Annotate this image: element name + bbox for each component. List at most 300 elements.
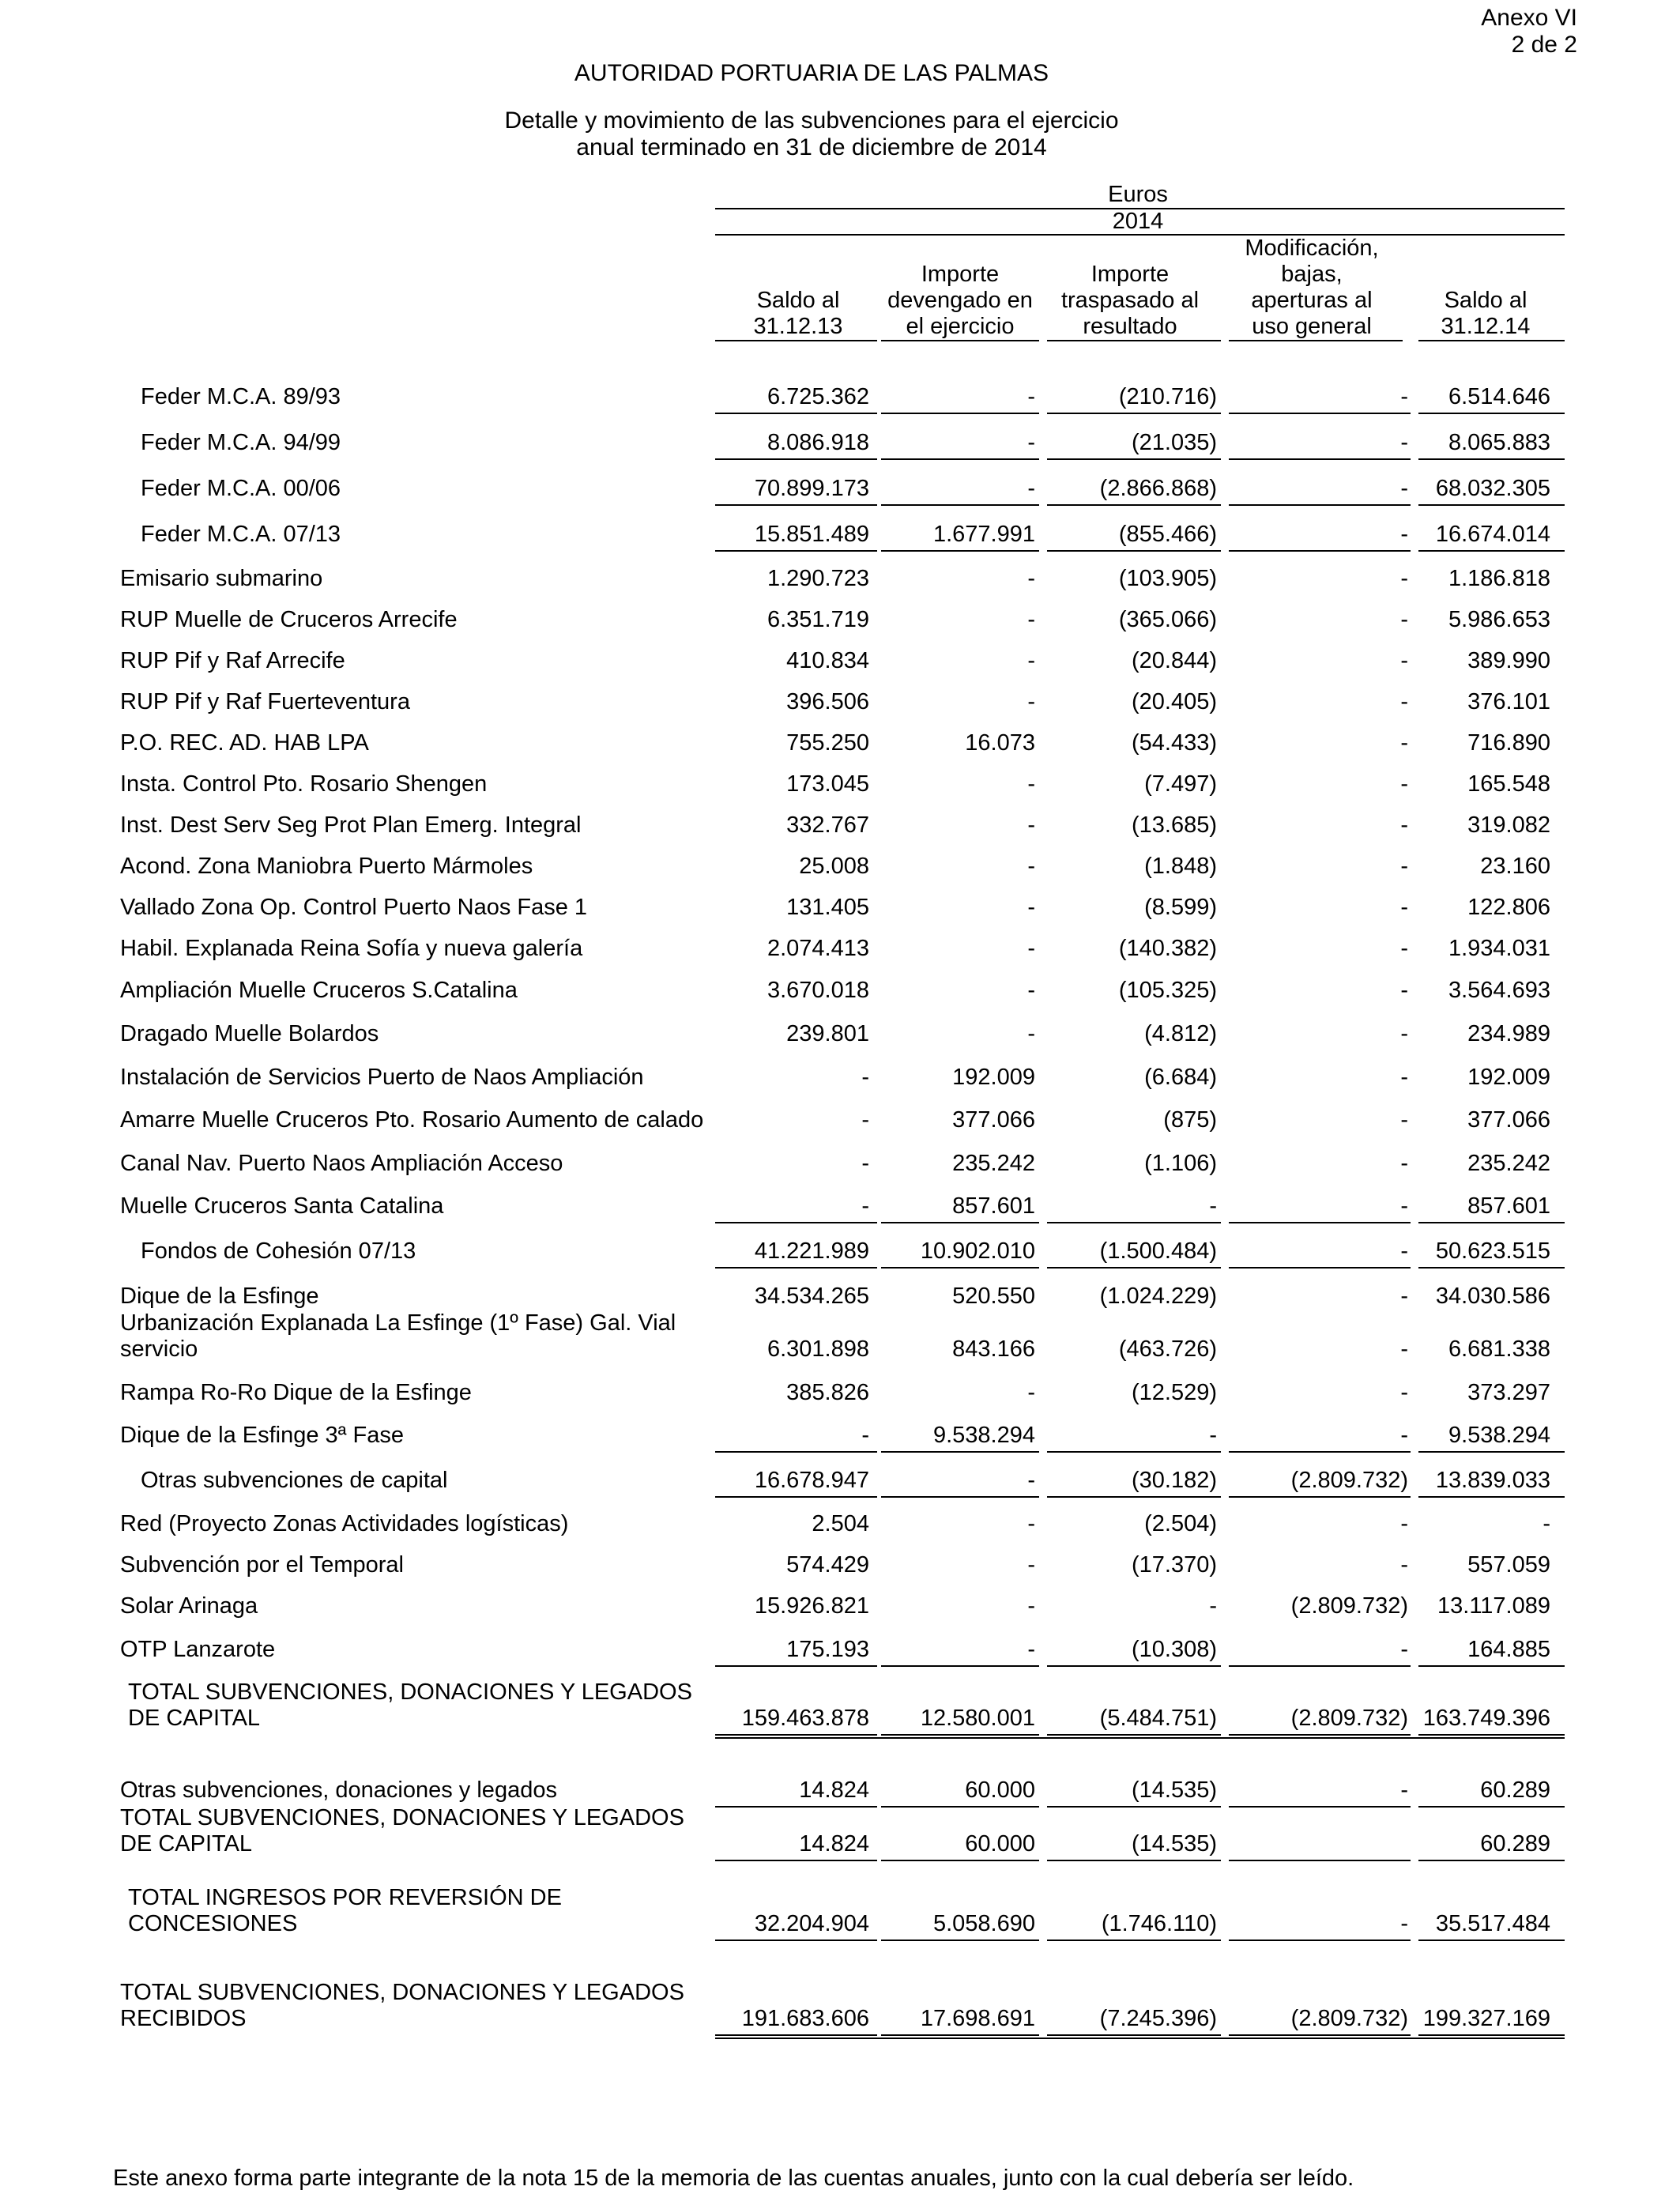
header-underline-5 xyxy=(1418,340,1565,341)
row-value-col-3: (54.433) xyxy=(1131,730,1217,756)
row-value-col-2: - xyxy=(1027,607,1035,632)
row-value-col-2: 857.601 xyxy=(952,1193,1035,1219)
total-rule xyxy=(715,458,877,460)
row-value-col-3: (105.325) xyxy=(1118,978,1217,1003)
row-value-col-4: - xyxy=(1400,1151,1408,1176)
row-value-col-2: - xyxy=(1027,895,1035,920)
row-value-col-2: 12.580.001 xyxy=(920,1706,1035,1731)
row-label: Feder M.C.A. 07/13 xyxy=(141,522,341,547)
row-value-col-3: (17.370) xyxy=(1131,1552,1217,1578)
row-value-col-5: 1.934.031 xyxy=(1448,936,1550,961)
row-value-col-2: - xyxy=(1027,812,1035,838)
total-rule xyxy=(1229,1451,1411,1453)
row-label: TOTAL SUBVENCIONES, DONACIONES Y LEGADOS RECIBIDOS xyxy=(120,1980,684,2031)
row-value-col-4: (2.809.732) xyxy=(1290,1706,1408,1731)
row-value-col-1: - xyxy=(861,1193,869,1219)
column-header-saldo-2014: Saldo al 31.12.14 xyxy=(1441,288,1531,339)
row-value-col-4: - xyxy=(1400,812,1408,838)
row-value-col-1: 173.045 xyxy=(786,771,869,797)
row-value-col-4: - xyxy=(1400,730,1408,756)
row-value-col-5: 192.009 xyxy=(1467,1065,1550,1090)
row-value-col-3: (21.035) xyxy=(1131,430,1217,455)
row-value-col-1: 8.086.918 xyxy=(767,430,869,455)
total-rule xyxy=(1418,1734,1565,1736)
row-value-col-4: - xyxy=(1400,1336,1408,1362)
row-value-col-4: - xyxy=(1400,1911,1408,1936)
row-value-col-3: (2.504) xyxy=(1144,1511,1217,1536)
row-value-col-1: 41.221.989 xyxy=(754,1238,869,1264)
row-value-col-4: - xyxy=(1400,522,1408,547)
row-value-col-1: 32.204.904 xyxy=(754,1911,869,1936)
row-value-col-3: (14.535) xyxy=(1131,1831,1217,1857)
row-value-col-4: - xyxy=(1400,566,1408,591)
row-label: P.O. REC. AD. HAB LPA xyxy=(120,730,369,756)
row-label: Fondos de Cohesión 07/13 xyxy=(141,1238,416,1264)
row-value-col-1: 15.926.821 xyxy=(754,1593,869,1619)
row-value-col-5: 60.289 xyxy=(1480,1831,1550,1857)
row-value-col-3: (6.684) xyxy=(1144,1065,1217,1090)
row-value-col-4: - xyxy=(1400,1065,1408,1090)
row-value-col-5: 163.749.396 xyxy=(1422,1706,1550,1731)
row-value-col-3: (1.024.229) xyxy=(1099,1284,1217,1309)
row-value-col-3: (12.529) xyxy=(1131,1380,1217,1405)
row-value-col-1: 191.683.606 xyxy=(741,2006,869,2031)
row-value-col-3: - xyxy=(1209,1193,1217,1219)
row-value-col-2: - xyxy=(1027,1380,1035,1405)
total-rule xyxy=(1229,504,1411,506)
row-value-col-5: 389.990 xyxy=(1467,648,1550,673)
total-rule xyxy=(715,1496,877,1498)
total-rule xyxy=(1229,2034,1411,2036)
total-rule xyxy=(715,1860,877,1861)
row-label: Rampa Ro-Ro Dique de la Esfinge xyxy=(120,1380,472,1405)
row-label: Inst. Dest Serv Seg Prot Plan Emerg. Integral xyxy=(120,812,582,838)
row-value-col-2: - xyxy=(1027,978,1035,1003)
total-rule xyxy=(715,504,877,506)
row-value-col-2: 520.550 xyxy=(952,1284,1035,1309)
row-value-col-3: (4.812) xyxy=(1144,1021,1217,1046)
row-value-col-3: (14.535) xyxy=(1131,1777,1217,1803)
total-rule xyxy=(1047,1222,1221,1223)
row-value-col-3: (2.866.868) xyxy=(1099,476,1217,501)
total-rule xyxy=(881,458,1039,460)
row-label: Dique de la Esfinge xyxy=(120,1284,319,1309)
total-rule xyxy=(1418,1665,1565,1667)
row-label: Solar Arinaga xyxy=(120,1593,258,1619)
row-value-col-4: - xyxy=(1400,1637,1408,1662)
total-rule xyxy=(1229,550,1411,552)
row-label: Insta. Control Pto. Rosario Shengen xyxy=(120,771,488,797)
row-value-col-4: (2.809.732) xyxy=(1290,1593,1408,1619)
row-value-col-2: - xyxy=(1027,1021,1035,1046)
total-rule xyxy=(1418,1496,1565,1498)
row-value-col-2: - xyxy=(1027,430,1035,455)
row-value-col-1: 6.351.719 xyxy=(767,607,869,632)
row-value-col-3: (875) xyxy=(1163,1107,1217,1133)
row-value-col-4: - xyxy=(1400,1423,1408,1448)
row-value-col-2: - xyxy=(1027,1468,1035,1493)
row-value-col-4: - xyxy=(1400,1552,1408,1578)
total-rule xyxy=(1418,1267,1565,1269)
total-rule xyxy=(1418,1222,1565,1223)
row-value-col-2: 1.677.991 xyxy=(932,522,1035,547)
row-value-col-2: - xyxy=(1027,854,1035,879)
row-value-col-4: - xyxy=(1400,1193,1408,1219)
row-label: RUP Muelle de Cruceros Arrecife xyxy=(120,607,458,632)
row-value-col-2: 192.009 xyxy=(952,1065,1035,1090)
row-value-col-4: - xyxy=(1400,895,1408,920)
total-rule-double xyxy=(715,2038,1565,2039)
row-value-col-3: (1.106) xyxy=(1144,1151,1217,1176)
row-value-col-1: 332.767 xyxy=(786,812,869,838)
row-value-col-5: 68.032.305 xyxy=(1435,476,1550,501)
row-value-col-1: 175.193 xyxy=(786,1637,869,1662)
total-rule xyxy=(881,1734,1039,1736)
row-value-col-2: - xyxy=(1027,648,1035,673)
total-rule xyxy=(715,1665,877,1667)
row-value-col-2: - xyxy=(1027,936,1035,961)
row-value-col-5: 377.066 xyxy=(1467,1107,1550,1133)
column-header-saldo-2013: Saldo al 31.12.13 xyxy=(753,288,843,339)
row-value-col-2: 235.242 xyxy=(952,1151,1035,1176)
row-label: Emisario submarino xyxy=(120,566,323,591)
row-value-col-5: 319.082 xyxy=(1467,812,1550,838)
total-rule xyxy=(1047,1451,1221,1453)
total-rule xyxy=(881,1267,1039,1269)
row-value-col-4: - xyxy=(1400,476,1408,501)
row-value-col-2: - xyxy=(1027,566,1035,591)
row-value-col-4: - xyxy=(1400,607,1408,632)
row-value-col-5: 5.986.653 xyxy=(1448,607,1550,632)
total-rule xyxy=(1229,1940,1411,1941)
row-value-col-2: - xyxy=(1027,384,1035,409)
total-rule xyxy=(1229,1860,1411,1861)
row-value-col-4: - xyxy=(1400,1107,1408,1133)
total-rule xyxy=(1229,1267,1411,1269)
total-rule xyxy=(1229,1665,1411,1667)
row-value-col-4: - xyxy=(1400,1777,1408,1803)
row-value-col-5: 16.674.014 xyxy=(1435,522,1550,547)
total-rule xyxy=(881,1222,1039,1223)
row-label: Otras subvenciones de capital xyxy=(141,1468,448,1493)
total-rule xyxy=(881,1860,1039,1861)
column-header-traspasado: Importe traspasado al resultado xyxy=(1060,262,1200,339)
row-label: Ampliación Muelle Cruceros S.Catalina xyxy=(120,978,518,1003)
total-rule xyxy=(1047,1665,1221,1667)
row-value-col-3: (140.382) xyxy=(1118,936,1217,961)
row-value-col-2: 9.538.294 xyxy=(932,1423,1035,1448)
total-rule xyxy=(1047,1806,1221,1808)
row-value-col-5: 857.601 xyxy=(1467,1193,1550,1219)
total-rule xyxy=(1047,1860,1221,1861)
row-value-col-5: 50.623.515 xyxy=(1435,1238,1550,1264)
row-value-col-4: - xyxy=(1400,1511,1408,1536)
row-value-col-5: 23.160 xyxy=(1480,854,1550,879)
document-subtitle-line-2: anual terminado en 31 de diciembre de 2014 xyxy=(576,134,1047,160)
row-label: Muelle Cruceros Santa Catalina xyxy=(120,1193,444,1219)
row-value-col-4: - xyxy=(1400,689,1408,714)
row-value-col-1: 14.824 xyxy=(799,1831,869,1857)
row-value-col-5: 1.186.818 xyxy=(1448,566,1550,591)
row-value-col-4: - xyxy=(1400,771,1408,797)
row-value-col-4: - xyxy=(1400,978,1408,1003)
row-value-col-5: 122.806 xyxy=(1467,895,1550,920)
row-value-col-1: - xyxy=(861,1151,869,1176)
total-rule xyxy=(1418,550,1565,552)
total-rule xyxy=(715,1940,877,1941)
row-value-col-2: 10.902.010 xyxy=(920,1238,1035,1264)
row-value-col-1: 14.824 xyxy=(799,1777,869,1803)
currency-header: Euros xyxy=(1108,182,1168,207)
row-value-col-3: (20.405) xyxy=(1131,689,1217,714)
row-label: Habil. Explanada Reina Sofía y nueva galería xyxy=(120,936,583,961)
total-rule xyxy=(715,550,877,552)
column-header-modificacion: Modificación, bajas, aperturas al uso general xyxy=(1245,236,1379,339)
row-value-col-3: (20.844) xyxy=(1131,648,1217,673)
row-value-col-5: 234.989 xyxy=(1467,1021,1550,1046)
row-label: Subvención por el Temporal xyxy=(120,1552,404,1578)
row-value-col-4: - xyxy=(1400,430,1408,455)
row-value-col-4: - xyxy=(1400,936,1408,961)
row-value-col-4: - xyxy=(1400,1380,1408,1405)
row-value-col-3: (5.484.751) xyxy=(1099,1706,1217,1731)
row-value-col-3: (8.599) xyxy=(1144,895,1217,920)
row-label: TOTAL INGRESOS POR REVERSIÓN DE CONCESIONES xyxy=(128,1885,562,1936)
row-value-col-5: 199.327.169 xyxy=(1422,2006,1550,2031)
row-label: OTP Lanzarote xyxy=(120,1637,276,1662)
total-rule xyxy=(881,504,1039,506)
row-value-col-2: 5.058.690 xyxy=(932,1911,1035,1936)
row-label: Instalación de Servicios Puerto de Naos Ampliación xyxy=(120,1065,644,1090)
year-header: 2014 xyxy=(1112,209,1164,234)
total-rule xyxy=(1047,550,1221,552)
row-label: Canal Nav. Puerto Naos Ampliación Acceso xyxy=(120,1151,563,1176)
total-rule xyxy=(1418,458,1565,460)
total-rule xyxy=(1229,1806,1411,1808)
total-rule xyxy=(1229,1496,1411,1498)
row-value-col-1: 6.725.362 xyxy=(767,384,869,409)
row-value-col-3: (855.466) xyxy=(1118,522,1217,547)
row-label: Acond. Zona Maniobra Puerto Mármoles xyxy=(120,854,533,879)
annex-page: 2 de 2 xyxy=(1511,32,1577,58)
row-label: Otras subvenciones, donaciones y legados xyxy=(120,1777,557,1803)
row-value-col-2: - xyxy=(1027,1593,1035,1619)
total-rule xyxy=(1229,458,1411,460)
row-value-col-1: 70.899.173 xyxy=(754,476,869,501)
total-rule xyxy=(1047,1267,1221,1269)
total-rule xyxy=(1047,1496,1221,1498)
total-rule-double xyxy=(715,1737,1565,1739)
row-label: TOTAL SUBVENCIONES, DONACIONES Y LEGADOS DE CAPITAL xyxy=(120,1805,684,1857)
total-rule xyxy=(881,1496,1039,1498)
total-rule xyxy=(1418,1940,1565,1941)
total-rule xyxy=(881,550,1039,552)
total-rule xyxy=(881,1940,1039,1941)
row-value-col-3: (7.245.396) xyxy=(1099,2006,1217,2031)
total-rule xyxy=(715,1451,877,1453)
row-label: Feder M.C.A. 89/93 xyxy=(141,384,341,409)
row-value-col-1: 131.405 xyxy=(786,895,869,920)
annex-label xyxy=(1481,5,1577,58)
row-value-col-1: 159.463.878 xyxy=(741,1706,869,1731)
row-value-col-1: 410.834 xyxy=(786,648,869,673)
total-rule xyxy=(1229,1222,1411,1223)
total-rule xyxy=(1047,458,1221,460)
annex-number: Anexo VI xyxy=(1481,5,1577,31)
row-value-col-4: - xyxy=(1400,854,1408,879)
row-value-col-5: 6.681.338 xyxy=(1448,1336,1550,1362)
row-value-col-1: 2.074.413 xyxy=(767,936,869,961)
row-value-col-3: (365.066) xyxy=(1118,607,1217,632)
row-label: TOTAL SUBVENCIONES, DONACIONES Y LEGADOS DE CAPITAL xyxy=(128,1679,692,1731)
row-label: Red (Proyecto Zonas Actividades logísticas) xyxy=(120,1511,569,1536)
row-label: RUP Pif y Raf Arrecife xyxy=(120,648,345,673)
row-value-col-3: (1.848) xyxy=(1144,854,1217,879)
row-value-col-2: 843.166 xyxy=(952,1336,1035,1362)
total-rule xyxy=(1047,413,1221,414)
header-underline-1 xyxy=(715,340,877,341)
row-value-col-4: - xyxy=(1400,1284,1408,1309)
row-value-col-2: 17.698.691 xyxy=(920,2006,1035,2031)
row-value-col-2: - xyxy=(1027,1637,1035,1662)
total-rule xyxy=(1418,2034,1565,2036)
row-value-col-3: (1.500.484) xyxy=(1099,1238,1217,1264)
row-value-col-1: 396.506 xyxy=(786,689,869,714)
header-underline-3 xyxy=(1047,340,1221,341)
total-rule xyxy=(1418,1806,1565,1808)
row-value-col-2: 16.073 xyxy=(965,730,1035,756)
row-value-col-1: 15.851.489 xyxy=(754,522,869,547)
row-value-col-2: - xyxy=(1027,1552,1035,1578)
total-rule xyxy=(881,1806,1039,1808)
row-label: RUP Pif y Raf Fuerteventura xyxy=(120,689,410,714)
row-value-col-4: (2.809.732) xyxy=(1290,2006,1408,2031)
row-value-col-1: 239.801 xyxy=(786,1021,869,1046)
row-value-col-5: 235.242 xyxy=(1467,1151,1550,1176)
row-value-col-5: 35.517.484 xyxy=(1435,1911,1550,1936)
total-rule xyxy=(881,413,1039,414)
row-value-col-5: 8.065.883 xyxy=(1448,430,1550,455)
row-value-col-5: 557.059 xyxy=(1467,1552,1550,1578)
row-value-col-2: - xyxy=(1027,689,1035,714)
row-label: Feder M.C.A. 94/99 xyxy=(141,430,341,455)
footer-note: Este anexo forma parte integrante de la nota 15 de la memoria de las cuentas anuales, junto con la cual debería ser leído. xyxy=(113,2166,1354,2191)
total-rule xyxy=(1047,1734,1221,1736)
total-rule xyxy=(1418,413,1565,414)
row-value-col-5: - xyxy=(1543,1511,1550,1536)
total-rule xyxy=(715,1222,877,1223)
row-value-col-5: 3.564.693 xyxy=(1448,978,1550,1003)
document-subtitle-line-1: Detalle y movimiento de las subvenciones para el ejercicio xyxy=(504,107,1119,134)
row-value-col-1: 385.826 xyxy=(786,1380,869,1405)
total-rule xyxy=(1418,504,1565,506)
row-value-col-1: 25.008 xyxy=(799,854,869,879)
row-value-col-4: - xyxy=(1400,384,1408,409)
row-value-col-2: - xyxy=(1027,476,1035,501)
row-value-col-1: 16.678.947 xyxy=(754,1468,869,1493)
row-value-col-5: 13.839.033 xyxy=(1435,1468,1550,1493)
row-value-col-2: 60.000 xyxy=(965,1831,1035,1857)
total-rule xyxy=(1418,1451,1565,1453)
row-label: Dique de la Esfinge 3ª Fase xyxy=(120,1423,404,1448)
total-rule xyxy=(1047,1940,1221,1941)
row-value-col-1: 1.290.723 xyxy=(767,566,869,591)
total-rule xyxy=(715,1806,877,1808)
row-value-col-2: 377.066 xyxy=(952,1107,1035,1133)
row-value-col-1: - xyxy=(861,1107,869,1133)
row-value-col-1: - xyxy=(861,1423,869,1448)
row-value-col-1: 2.504 xyxy=(812,1511,869,1536)
row-value-col-5: 373.297 xyxy=(1467,1380,1550,1405)
total-rule xyxy=(715,413,877,414)
row-value-col-4: - xyxy=(1400,648,1408,673)
row-value-col-5: 9.538.294 xyxy=(1448,1423,1550,1448)
column-header-devengado: Importe devengado en el ejercicio xyxy=(887,262,1033,339)
row-value-col-4: (2.809.732) xyxy=(1290,1468,1408,1493)
row-value-col-3: (10.308) xyxy=(1131,1637,1217,1662)
total-rule xyxy=(715,1734,877,1736)
document-title: AUTORIDAD PORTUARIA DE LAS PALMAS xyxy=(574,60,1049,86)
row-label: Feder M.C.A. 00/06 xyxy=(141,476,341,501)
total-rule xyxy=(881,2034,1039,2036)
row-value-col-3: - xyxy=(1209,1593,1217,1619)
row-value-col-5: 716.890 xyxy=(1467,730,1550,756)
row-value-col-5: 6.514.646 xyxy=(1448,384,1550,409)
year-rule xyxy=(715,234,1565,236)
row-value-col-3: (210.716) xyxy=(1118,384,1217,409)
row-value-col-2: - xyxy=(1027,771,1035,797)
row-label: Dragado Muelle Bolardos xyxy=(120,1021,379,1046)
row-value-col-5: 60.289 xyxy=(1480,1777,1550,1803)
row-value-col-3: (13.685) xyxy=(1131,812,1217,838)
header-underline-4 xyxy=(1229,340,1403,341)
row-value-col-4: - xyxy=(1400,1238,1408,1264)
header-underline-2 xyxy=(881,340,1039,341)
row-value-col-2: 60.000 xyxy=(965,1777,1035,1803)
row-value-col-4: - xyxy=(1400,1021,1408,1046)
total-rule xyxy=(1229,413,1411,414)
total-rule xyxy=(715,2034,877,2036)
total-rule xyxy=(1047,504,1221,506)
row-value-col-1: 6.301.898 xyxy=(767,1336,869,1362)
total-rule xyxy=(715,1267,877,1269)
row-value-col-1: 755.250 xyxy=(786,730,869,756)
total-rule xyxy=(881,1665,1039,1667)
row-label: Vallado Zona Op. Control Puerto Naos Fase 1 xyxy=(120,895,588,920)
row-value-col-5: 376.101 xyxy=(1467,689,1550,714)
row-value-col-5: 34.030.586 xyxy=(1435,1284,1550,1309)
row-value-col-1: 574.429 xyxy=(786,1552,869,1578)
row-value-col-3: - xyxy=(1209,1423,1217,1448)
row-value-col-1: 3.670.018 xyxy=(767,978,869,1003)
total-rule xyxy=(881,1451,1039,1453)
row-value-col-1: - xyxy=(861,1065,869,1090)
row-value-col-3: (7.497) xyxy=(1144,771,1217,797)
total-rule xyxy=(1047,2034,1221,2036)
row-value-col-3: (103.905) xyxy=(1118,566,1217,591)
row-value-col-2: - xyxy=(1027,1511,1035,1536)
row-value-col-5: 165.548 xyxy=(1467,771,1550,797)
total-rule xyxy=(1418,1860,1565,1861)
row-label: Amarre Muelle Cruceros Pto. Rosario Aumento de calado xyxy=(120,1107,704,1133)
row-value-col-5: 13.117.089 xyxy=(1437,1593,1550,1619)
row-label: Urbanización Explanada La Esfinge (1º Fase) Gal. Vial servicio xyxy=(120,1310,676,1362)
row-value-col-1: 34.534.265 xyxy=(754,1284,869,1309)
row-value-col-5: 164.885 xyxy=(1467,1637,1550,1662)
row-value-col-3: (30.182) xyxy=(1131,1468,1217,1493)
total-rule xyxy=(1229,1734,1411,1736)
row-value-col-3: (463.726) xyxy=(1118,1336,1217,1362)
